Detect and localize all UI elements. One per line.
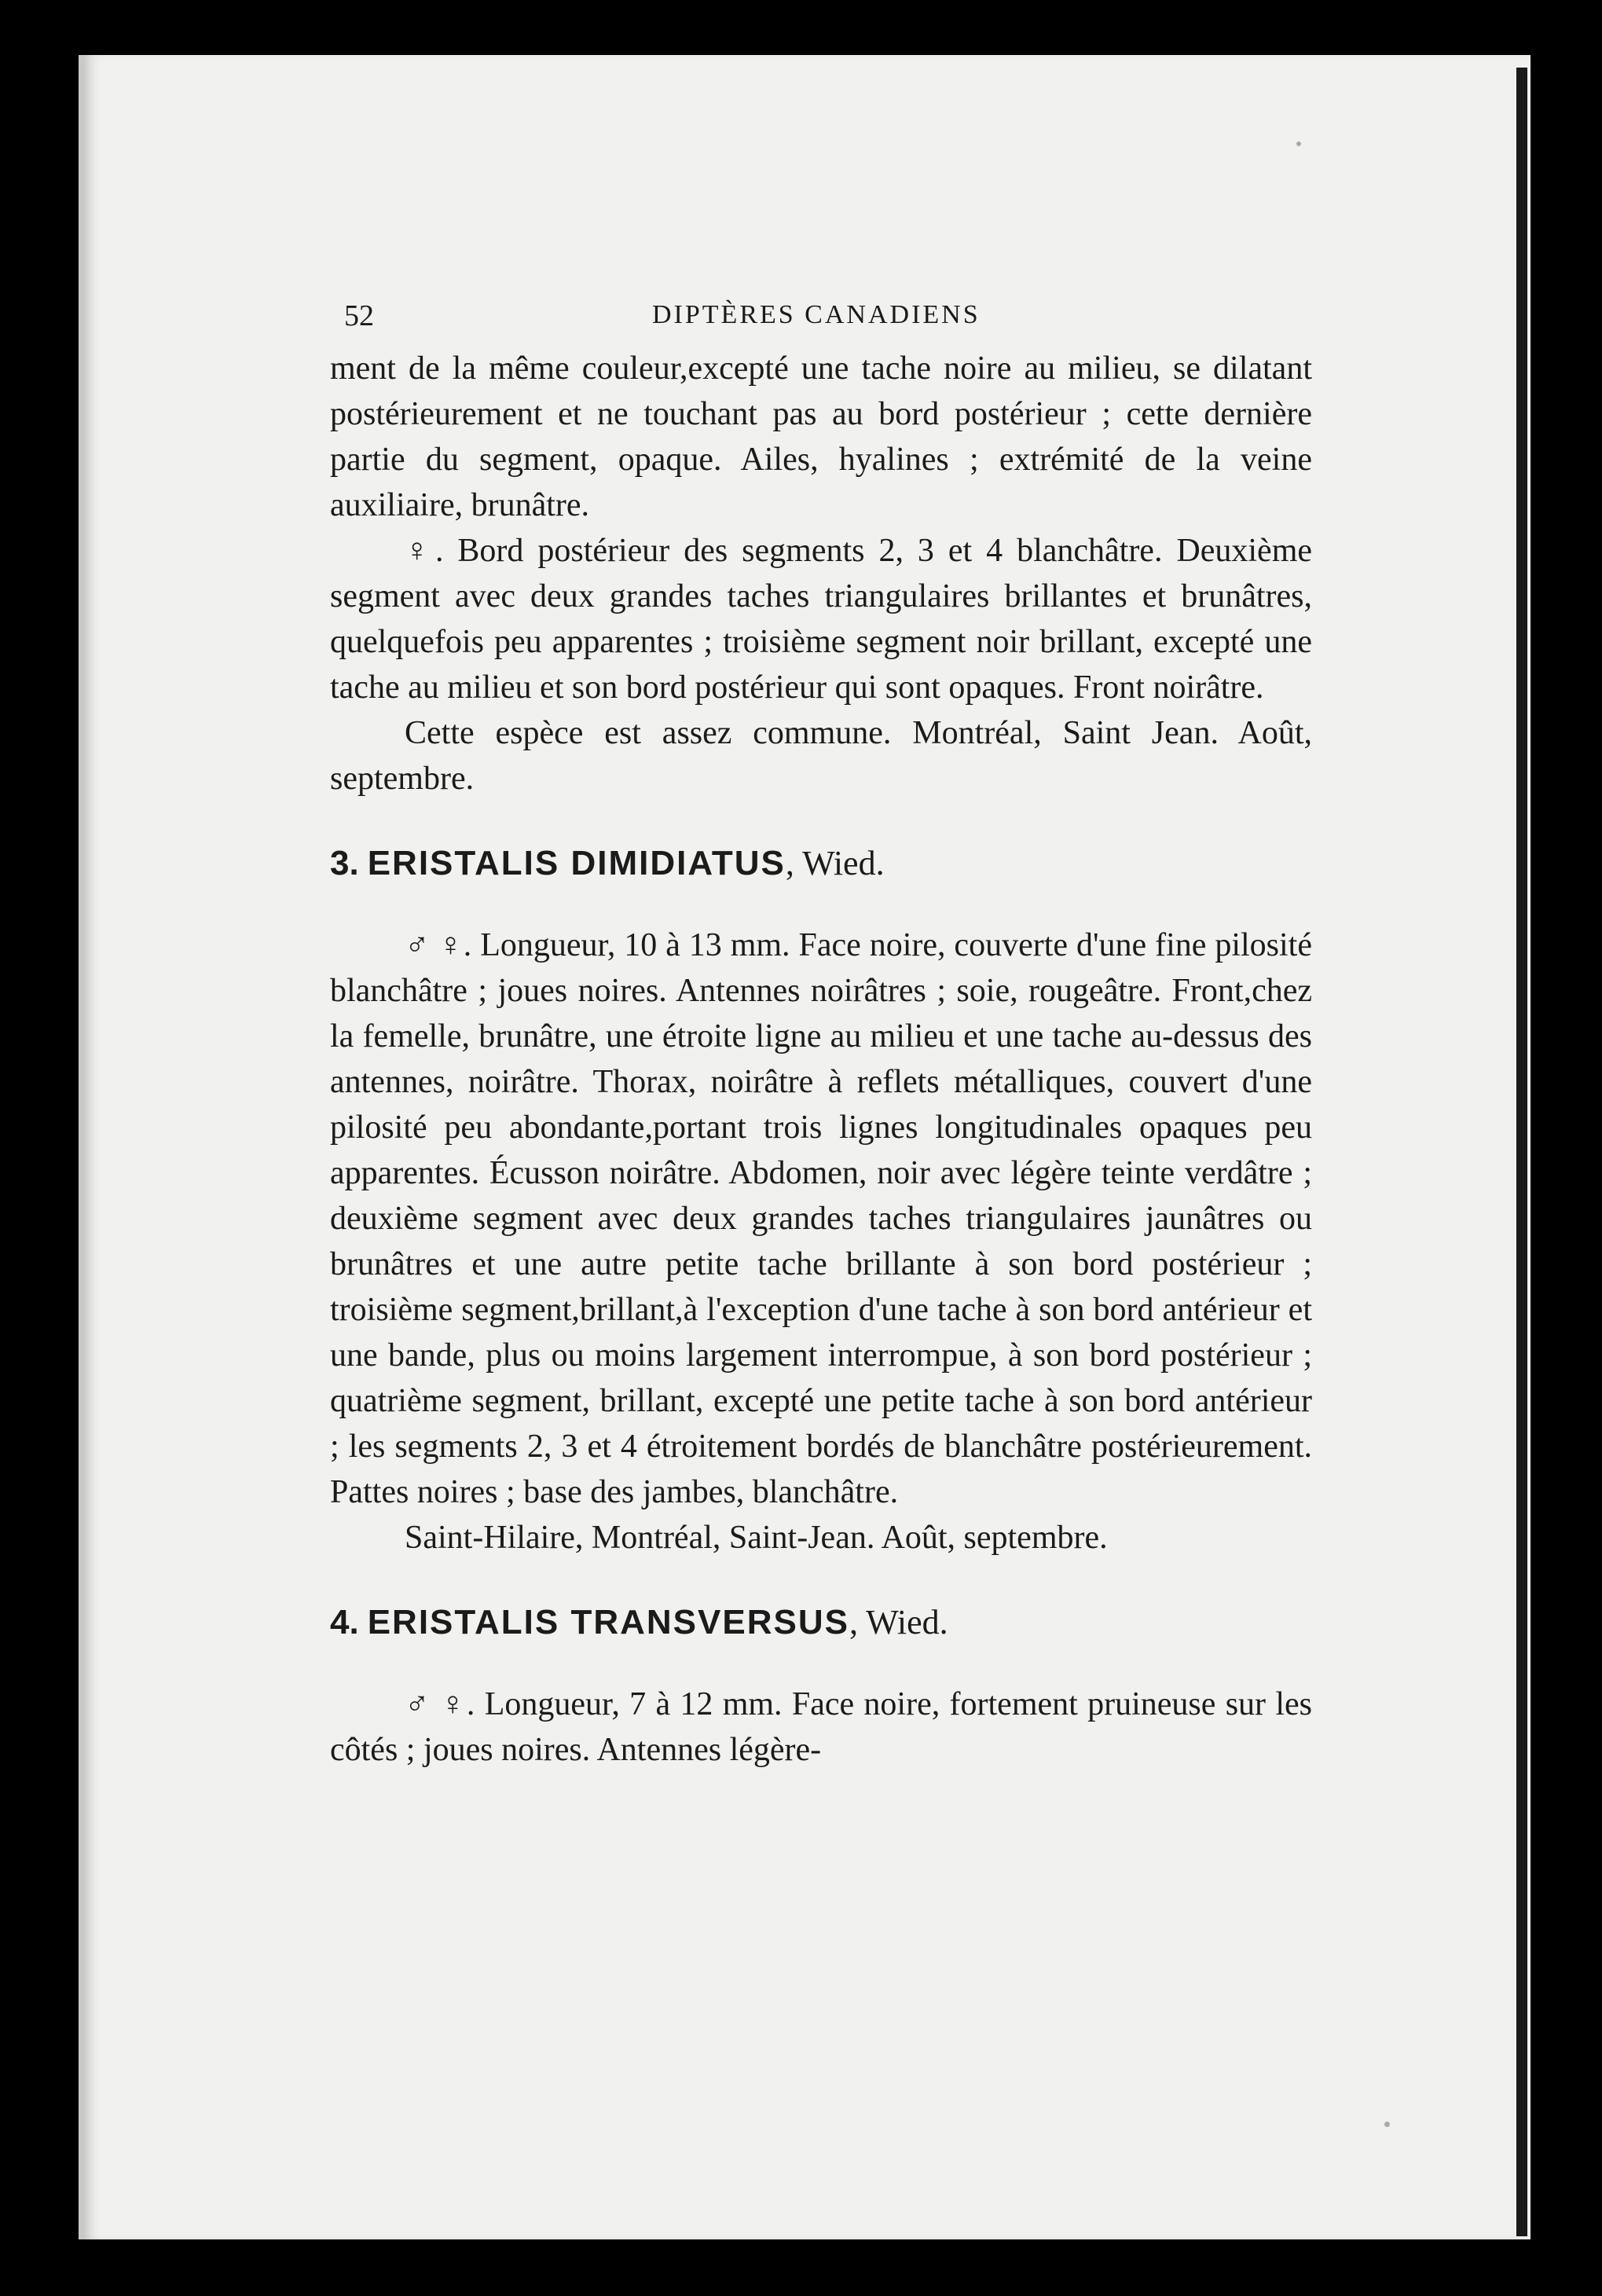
species-author: , Wied. bbox=[849, 1603, 948, 1641]
species-number: 4. bbox=[330, 1603, 359, 1641]
paragraph-female-description: ♀. Bord postérieur des segments 2, 3 et 4 blanchâtre. Deuxième segment avec deux grandes taches triangulaires brillantes et brunâtres, quelquefois peu apparentes ; troisième segment noir brillant, excepté une tache au milieu et son bord postérieur qui sont opaques. Front noirâtre. bbox=[330, 533, 1312, 706]
species-number: 3. bbox=[330, 844, 359, 882]
paragraph-occurrence: Cette espèce est assez commune. Montréal, Saint Jean. Août, septembre. bbox=[330, 715, 1312, 797]
running-title: DIPTÈRES CANADIENS bbox=[652, 300, 981, 329]
species-name: ERISTALIS DIMIDIATUS bbox=[367, 844, 786, 882]
species-localities: Saint-Hilaire, Montréal, Saint-Jean. Août, septembre. bbox=[405, 1520, 1108, 1556]
species-description: ♂ ♀. Longueur, 10 à 13 mm. Face noire, couverte d'une fine pilosité blanchâtre ; joues noires. Antennes noirâtres ; soie, rougeâtre. Front,chez la femelle, brunâtre, une étroite ligne au milieu et une tache au-dessus des antennes, noirâtre. Thorax, noirâtre à reflets métalliques, couvert d'une pilosité peu abondante,portant trois lignes longitudinales opaques peu apparentes. Écusson noirâtre. Abdomen, noir avec légère teinte verdâtre ; deuxième segment avec deux grandes taches triangulaires jaunâtres ou brunâtres et une autre petite tache brillante à son bord postérieur ; troisième segment,brillant,à l'exception d'une tache à son bord antérieur et une bande, plus ou moins largement interrompue, à son bord postérieur ; quatrième segment, brillant, excepté une petite tache à son bord antérieur ; les segments 2, 3 et 4 étroitement bordés de blanchâtre postérieurement. Pattes noires ; base des jambes, blanchâtre. bbox=[330, 927, 1312, 1510]
speck bbox=[1296, 141, 1301, 146]
book-gutter bbox=[1516, 68, 1527, 2236]
species-heading-4 bbox=[330, 1600, 1312, 1645]
paragraph-continuation: ment de la même couleur,excepté une tache noire au milieu, se dilatant postérieurement et ne touchant pas au bord postérieur ; cette dernière partie du segment, opaque. Ailes, hyalines ; extrémité de la veine auxiliaire, brunâtre. bbox=[330, 350, 1312, 523]
speck bbox=[1384, 2122, 1390, 2127]
running-head bbox=[330, 299, 1312, 339]
book-page bbox=[330, 299, 1312, 1773]
species-description: ♂ ♀. Longueur, 7 à 12 mm. Face noire, fortement pruineuse sur les côtés ; joues noires. Antennes légère- bbox=[330, 1686, 1312, 1768]
species-author: , Wied. bbox=[785, 844, 885, 882]
species-name: ERISTALIS TRANSVERSUS bbox=[367, 1603, 849, 1641]
page-number: 52 bbox=[344, 299, 374, 332]
species-heading-3 bbox=[330, 841, 1312, 886]
